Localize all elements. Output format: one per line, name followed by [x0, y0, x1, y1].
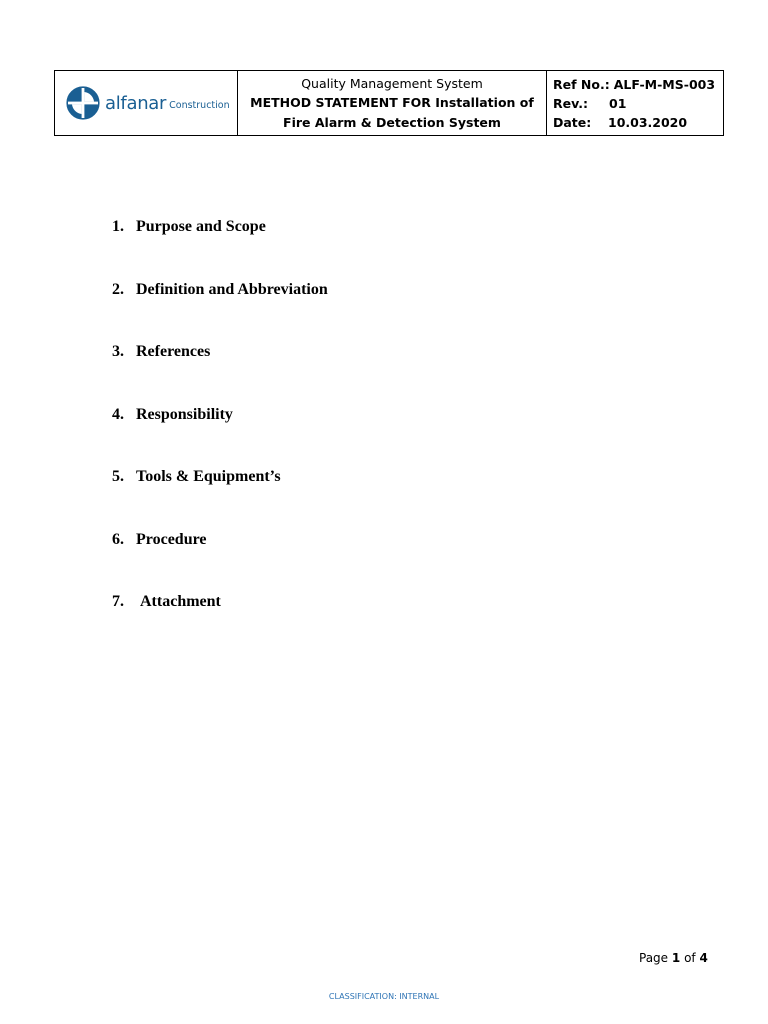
- meta-cell: [547, 71, 724, 136]
- alfanar-logo-icon: [65, 85, 101, 121]
- toc-item: [112, 281, 328, 344]
- page-current: 1: [671, 951, 681, 965]
- toc-number: 5.: [112, 468, 124, 485]
- toc-number: 3.: [112, 343, 124, 360]
- toc-label: Definition and Abbreviation: [136, 280, 328, 298]
- rev-label: Rev.:: [553, 95, 588, 111]
- rev-value: 01: [609, 95, 627, 111]
- title-cell: [238, 71, 547, 136]
- rev-row: [553, 94, 723, 113]
- toc-item: [112, 218, 328, 281]
- toc-number: 4.: [112, 405, 124, 423]
- page-of: of: [684, 951, 696, 965]
- company-logo: [55, 85, 237, 121]
- ref-row: [553, 75, 723, 94]
- ref-value: ALF-M-MS-003: [613, 76, 716, 92]
- system-title: Quality Management System: [301, 75, 483, 91]
- page-number: [639, 951, 708, 965]
- method-statement-title-line1: METHOD STATEMENT FOR Installation of: [250, 94, 534, 110]
- date-row: [553, 113, 723, 132]
- toc-label: Responsibility: [136, 405, 233, 423]
- toc-number: 6.: [112, 530, 124, 548]
- toc-item: [112, 343, 328, 406]
- toc-number: 7.: [112, 593, 124, 610]
- document-header: [54, 70, 724, 136]
- toc-item: [112, 468, 328, 531]
- page-total: 4: [699, 951, 708, 965]
- toc-label: References: [136, 343, 211, 360]
- method-statement-title-line2: Fire Alarm & Detection System: [283, 114, 501, 130]
- toc-number: 2.: [112, 280, 124, 298]
- table-of-contents: [112, 218, 328, 656]
- logo-cell: [55, 71, 238, 136]
- classification-label: CLASSIFICATION: INTERNAL: [328, 992, 440, 1001]
- logo-wordmark: alfanar: [105, 92, 167, 114]
- date-value: 10.03.2020: [608, 114, 688, 130]
- logo-subtitle: Construction: [169, 100, 230, 111]
- toc-item: [112, 406, 328, 469]
- toc-number: 1.: [112, 218, 124, 235]
- toc-label: Tools & Equipment’s: [136, 468, 281, 485]
- page-prefix: Page: [639, 951, 669, 965]
- toc-item: [112, 593, 328, 656]
- toc-label: Attachment: [140, 593, 221, 610]
- ref-label: Ref No.:: [553, 76, 610, 92]
- date-label: Date:: [553, 114, 592, 130]
- toc-item: [112, 531, 328, 594]
- toc-label: Procedure: [136, 530, 207, 548]
- toc-label: Purpose and Scope: [136, 218, 266, 235]
